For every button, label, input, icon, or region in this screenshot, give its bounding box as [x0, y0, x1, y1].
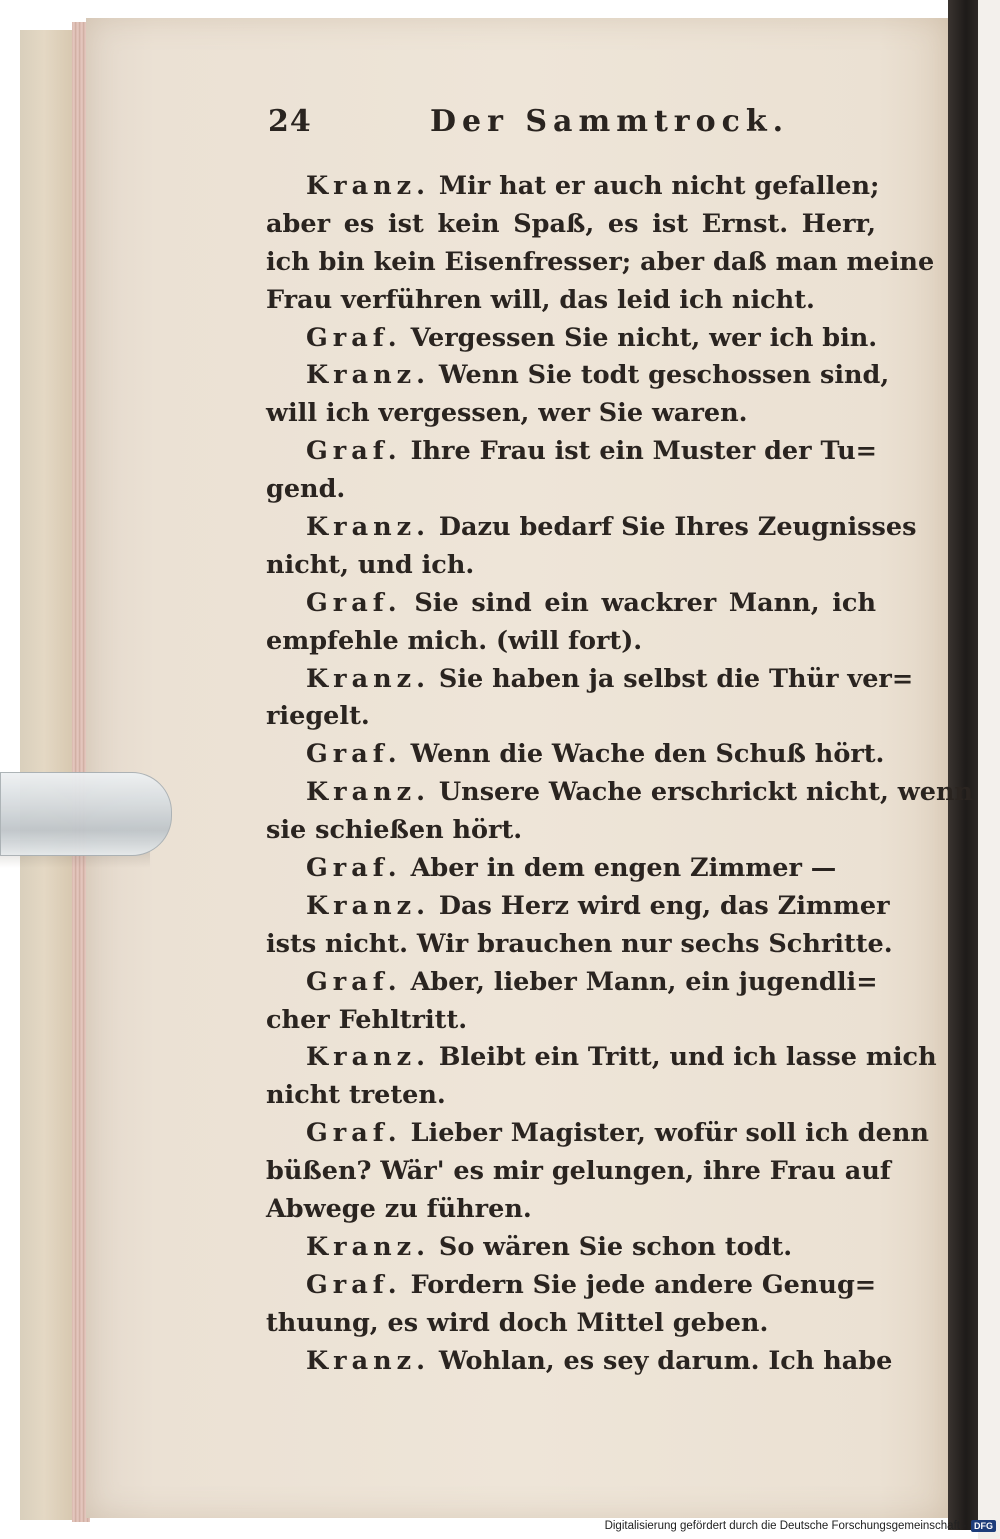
line-text: Dazu bedarf Sie Ihres Zeugnisses: [438, 512, 917, 543]
page-header: [268, 104, 828, 148]
line-text: thuung, es wird doch Mittel geben.: [266, 1307, 769, 1338]
line-text: nicht, und ich.: [266, 549, 475, 580]
text-line: [266, 1077, 876, 1115]
line-text: sie schießen hört.: [266, 815, 523, 846]
text-line: [266, 282, 876, 320]
text-line: [266, 1191, 876, 1229]
speaker-name: Kranz.: [306, 1231, 431, 1262]
speaker-name: Kranz.: [306, 171, 431, 201]
line-text: Bleibt ein Tritt, und ich lasse mich: [438, 1042, 937, 1073]
speaker-name: Graf.: [306, 853, 402, 884]
line-text: nicht treten.: [266, 1080, 446, 1111]
text-line: [266, 1229, 876, 1267]
line-text: riegelt.: [266, 701, 370, 732]
text-line: [266, 926, 893, 964]
line-text: Abwege zu führen.: [266, 1194, 532, 1225]
text-line: [266, 357, 890, 395]
line-text: Aber, lieber Mann, ein jugendli=: [410, 966, 878, 997]
speaker-name: Graf.: [306, 1269, 402, 1300]
text-line: [266, 1039, 937, 1077]
scan-margin: [978, 0, 1000, 1539]
speaker-name: Kranz.: [306, 663, 431, 694]
line-text: ists nicht. Wir brauchen nur sechs Schritte.: [266, 928, 893, 959]
book-binding: [948, 0, 978, 1530]
text-line: [266, 850, 876, 888]
line-text: empfehle mich. (will fort).: [266, 625, 643, 656]
line-text: Mir hat er auch nicht gefallen;: [438, 171, 880, 201]
text-line: [266, 168, 880, 206]
body-text: [266, 168, 974, 1381]
speaker-name: Kranz.: [306, 360, 431, 391]
text-line: [266, 1115, 929, 1153]
line-text: Unsere Wache erschrickt nicht, wenn: [438, 777, 974, 808]
dfg-logo: DFG: [971, 1520, 996, 1532]
text-line: [266, 1343, 893, 1381]
speaker-name: Kranz.: [306, 512, 431, 543]
text-line: [266, 244, 935, 282]
line-text: Das Herz wird eng, das Zimmer: [438, 890, 890, 921]
text-line: [266, 471, 876, 509]
line-text: Wenn die Wache den Schuß hört.: [410, 739, 885, 770]
speaker-name: Graf.: [306, 1118, 402, 1149]
text-line: [266, 812, 876, 850]
text-line: [266, 888, 890, 926]
line-text: Sie haben ja selbst die Thür ver=: [438, 663, 914, 694]
running-head: Der Sammtrock.: [430, 104, 790, 139]
line-text: büßen? Wär' es mir gelungen, ihre Frau auf: [266, 1156, 891, 1187]
page-number: 24: [268, 104, 312, 139]
speaker-name: Graf.: [306, 739, 402, 770]
line-text: So wären Sie schon todt.: [438, 1231, 793, 1262]
text-line: [266, 623, 876, 661]
speaker-name: Kranz.: [306, 1345, 431, 1376]
text-line: [266, 320, 876, 358]
text-line: [266, 547, 876, 585]
text-line: [266, 736, 885, 774]
text-line: [266, 661, 914, 699]
text-line: [266, 774, 974, 812]
speaker-name: Graf.: [306, 966, 402, 997]
line-text: Frau verführen will, das leid ich nicht.: [266, 284, 815, 315]
digitization-credit: [605, 1517, 996, 1535]
speaker-name: Graf.: [306, 322, 402, 353]
speaker-name: Kranz.: [306, 890, 431, 921]
speaker-name: Graf.: [306, 436, 402, 467]
text-line: [266, 206, 876, 244]
text-line: [266, 1267, 876, 1305]
line-text: cher Fehltritt.: [266, 1004, 468, 1035]
text-line: [266, 1002, 876, 1040]
page-holder-clip: [0, 772, 172, 856]
line-text: Lieber Magister, wofür soll ich denn: [410, 1118, 929, 1149]
line-text: gend.: [266, 474, 346, 505]
speaker-name: Kranz.: [306, 1042, 431, 1073]
text-line: [266, 698, 876, 736]
line-text: aber es ist kein Spaß, es ist Ernst. Herr,: [266, 208, 876, 239]
text-line: [266, 509, 917, 547]
text-line: [266, 1305, 876, 1343]
line-text: ich bin kein Eisenfresser; aber daß man meine: [266, 246, 935, 277]
text-line: [266, 1153, 891, 1191]
line-text: Fordern Sie jede andere Genug=: [410, 1269, 877, 1300]
text-line: [266, 585, 876, 623]
speaker-name: Graf.: [306, 587, 402, 618]
line-text: Vergessen Sie nicht, wer ich bin.: [410, 322, 878, 353]
line-text: Ihre Frau ist ein Muster der Tu=: [410, 436, 877, 467]
line-text: Wohlan, es sey darum. Ich habe: [438, 1345, 893, 1376]
credit-text: Digitalisierung gefördert durch die Deutsche Forschungsgemeinschaft ·: [604, 1520, 967, 1532]
line-text: Aber in dem engen Zimmer —: [410, 853, 837, 884]
text-line: [266, 433, 876, 471]
text-line: [266, 964, 876, 1002]
speaker-name: Kranz.: [306, 777, 431, 808]
line-text: Sie sind ein wackrer Mann, ich: [414, 587, 876, 618]
line-text: will ich vergessen, wer Sie waren.: [266, 398, 748, 429]
line-text: Wenn Sie todt geschossen sind,: [438, 360, 890, 391]
text-line: [266, 395, 876, 433]
